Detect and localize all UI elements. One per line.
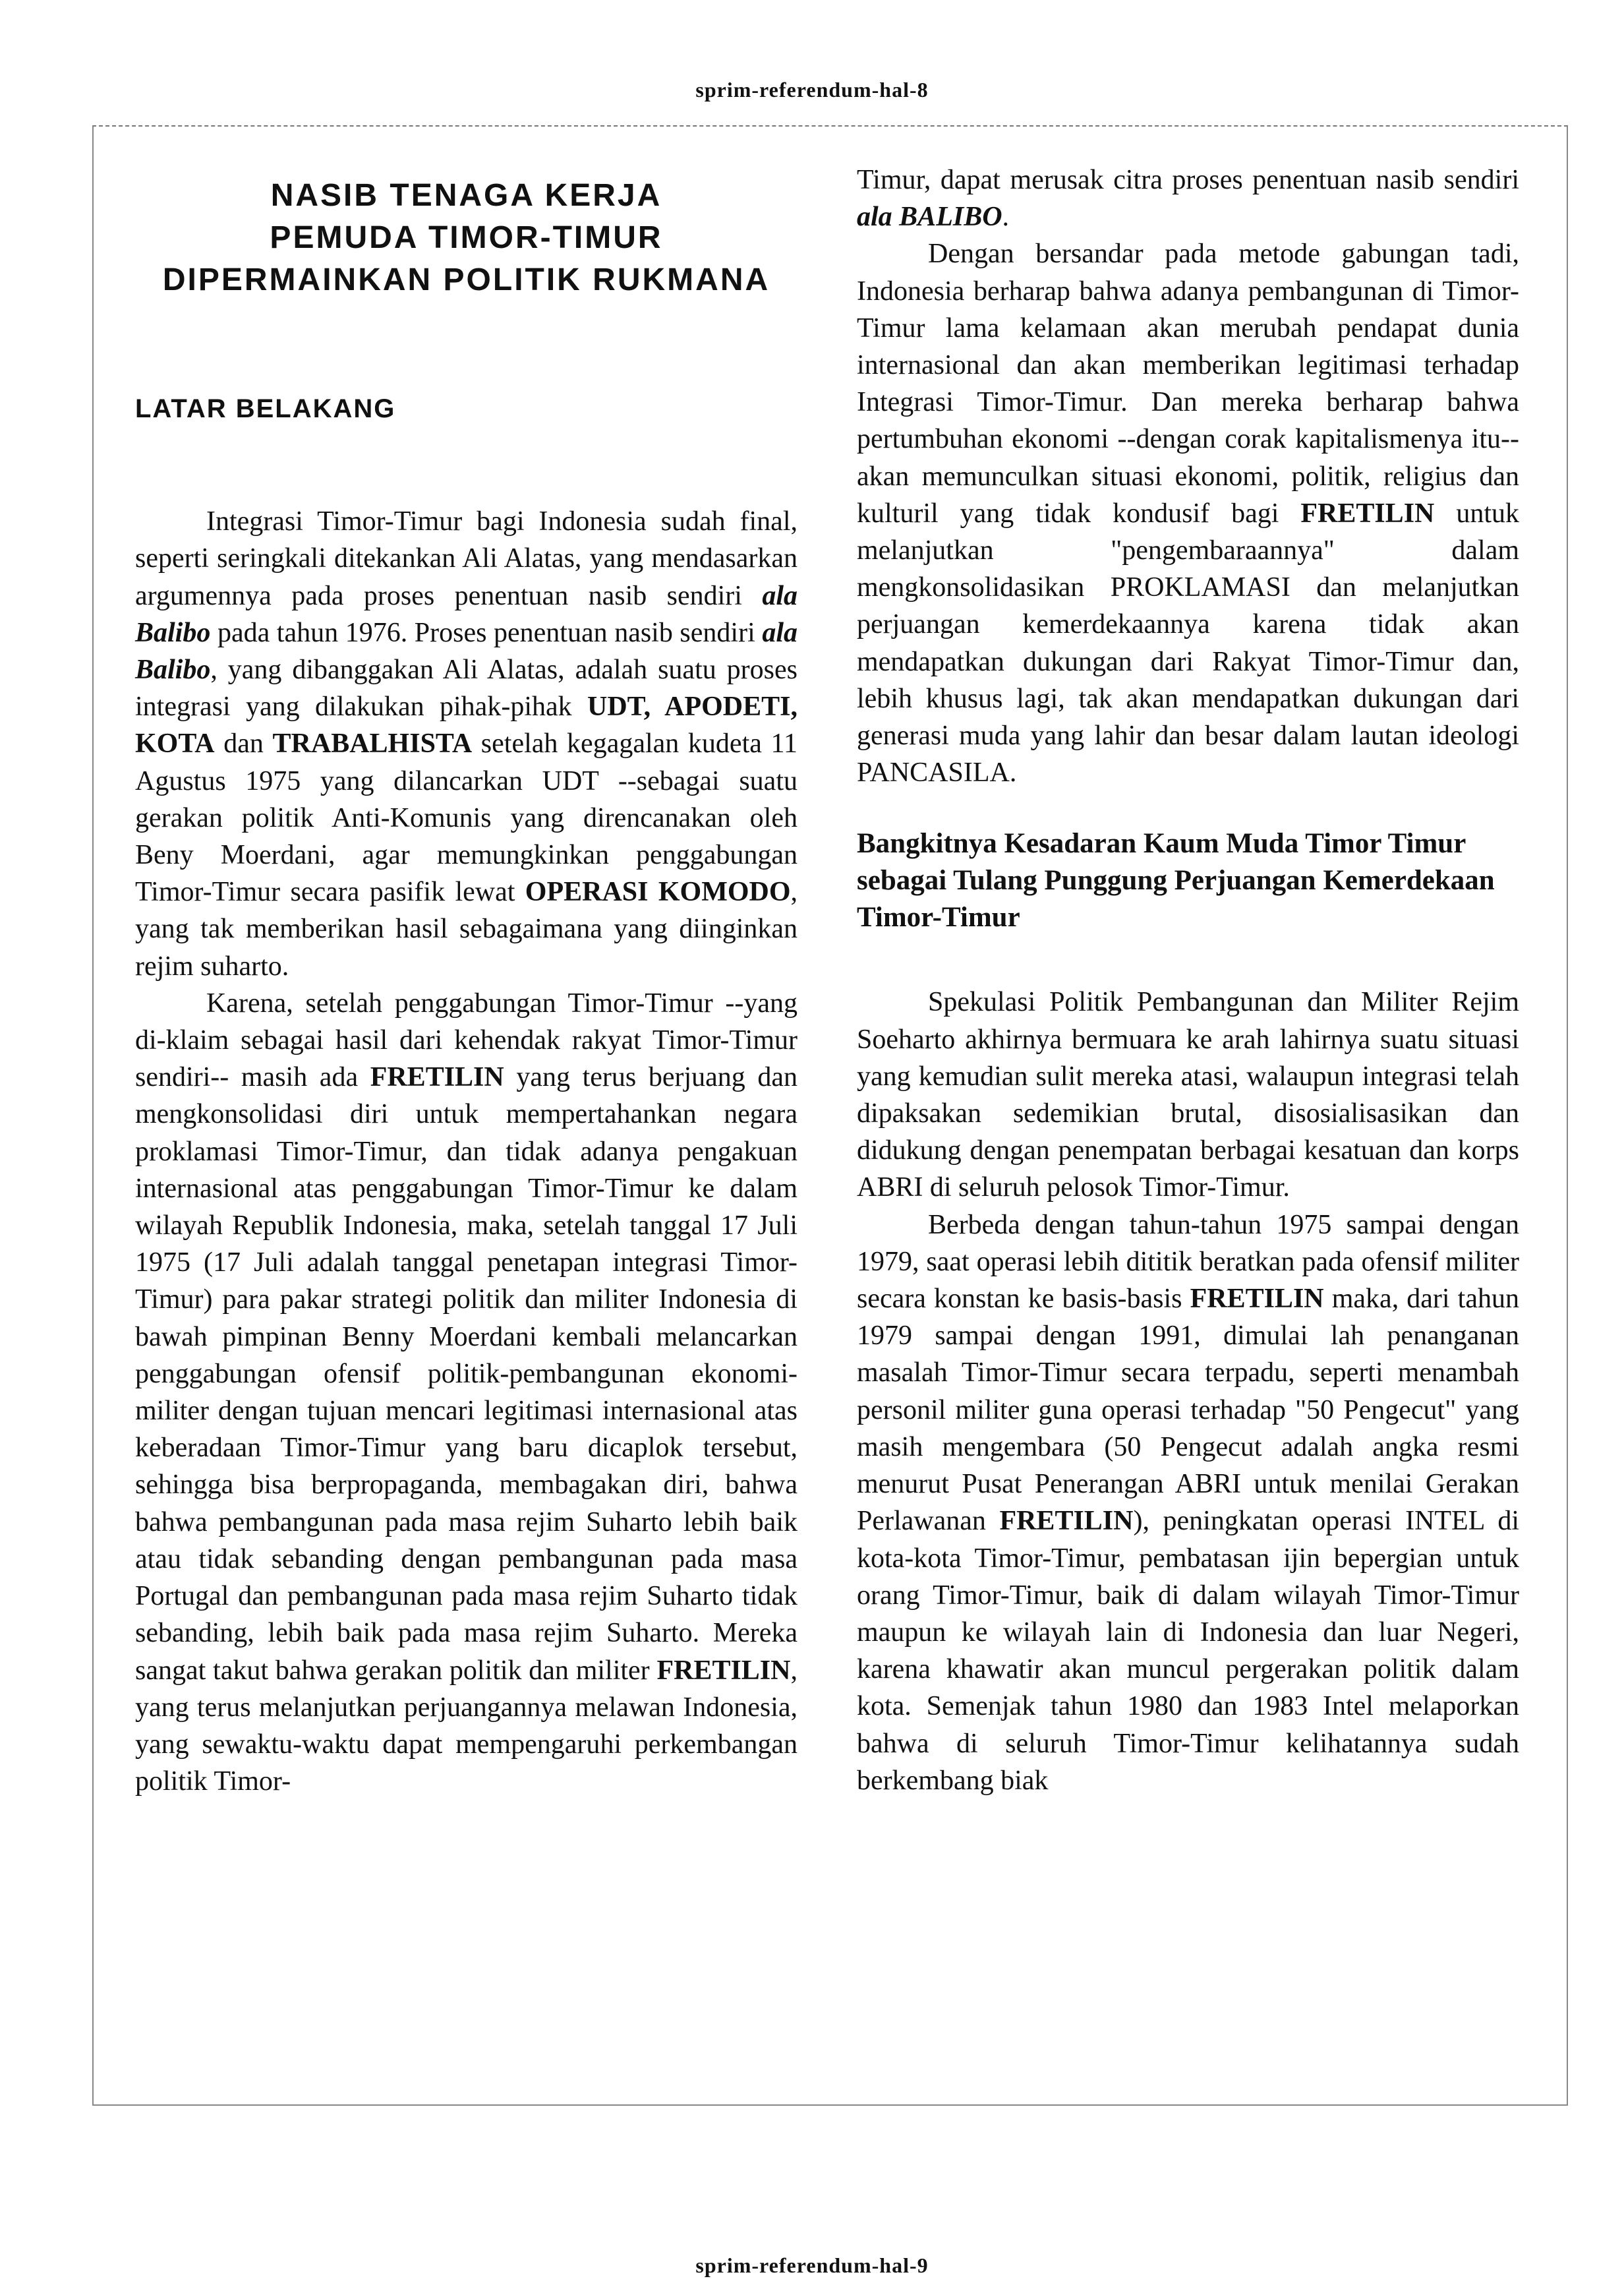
bold-text: FRETILIN <box>1300 498 1435 529</box>
emphasis-text: ala Balibo <box>135 617 798 686</box>
text-run: , yang terus melanjutkan perjuangannya melawan Indonesia, yang sewaktu-waktu dapat mempengaruhi perkembangan politik Timor- <box>135 1655 798 1797</box>
title-line-3: DIPERMAINKAN POLITIK RUKMANA <box>162 262 770 297</box>
bold-text: FRETILIN <box>656 1655 791 1686</box>
text-run: maka, dari tahun 1979 sampai dengan 1991, dimulai lah penanganan masalah Timor-Timur secara terpadu, seperti menambah personil militer guna operasi terhadap "50 Pengecut" yang masih mengembara (50 Pengecut adalah angka resmi menurut Pusat Penerangan ABRI untuk menilai Gerakan Perlawanan <box>857 1284 1519 1537</box>
text-run: , yang dibanggakan Ali Alatas, adalah suatu proses integrasi yang dilakukan pihak-pihak <box>135 655 798 723</box>
article-title <box>135 175 798 301</box>
bold-text: FRETILIN <box>1190 1284 1324 1315</box>
left-paragraph-2 <box>135 985 798 1800</box>
text-run: yang terus berjuang dan mengkonsolidasi diri untuk mempertahankan negara proklamasi Timor-Timur, dan tidak adanya pengakuan internasional atas penggabungan Timor-Timur ke dalam wilayah Republik Indonesia, maka, setelah tanggal 17 Juli 1975 (17 Juli adalah tanggal penetapan integrasi Timor-Timur) para pakar strategi politik dan militer Indonesia di bawah pimpinan Benny Moerdani kembali melancarkan penggabungan ofensif politik-pembangunan ekonomi-militer dengan tujuan mencari legitimasi internasional atas keberadaan Timor-Timur yang baru dicaplok tersebut, sehingga bisa berpropaganda, membagakan diri, bahwa bahwa pembangunan pada masa rejim Suharto lebih baik atau tidak sebanding dengan pembangunan pada masa Portugal dan pembangunan pada masa rejim Suharto tidak sebanding, lebih baik pada masa rejim Suharto. Mereka sangat takut bahwa gerakan politik dan militer <box>135 1062 798 1686</box>
right-paragraph-0 <box>857 162 1519 235</box>
text-run: Berbeda dengan tahun-tahun 1975 sampai dengan 1979, saat operasi lebih dititik beratkan pada ofensif militer secara konstan ke basis-basis <box>857 1209 1519 1315</box>
text-run: Dengan bersandar pada metode gabungan tadi, Indonesia berharap bahwa adanya pembangunan di Timor-Timur lama kelamaan akan merubah pendapat dunia internasional dan akan memberikan legitimasi terhadap Integrasi Timor-Timur. Dan mereka berharap bahwa pertumbuhan ekonomi --dengan corak kapitalismenya itu-- akan memunculkan situasi ekonomi, politik, religius dan kulturil yang tidak kondusif bagi <box>857 239 1519 529</box>
title-line-1: NASIB TENAGA KERJA <box>270 178 662 213</box>
right-paragraph-3 <box>857 1206 1519 1799</box>
title-line-2: PEMUDA TIMOR-TIMUR <box>270 220 663 255</box>
page-footer: sprim-referendum-hal-9 <box>695 2253 929 2277</box>
bold-text: TRABALHISTA <box>272 728 473 759</box>
section-heading: LATAR BELAKANG <box>135 394 396 423</box>
right-paragraph-2: Spekulasi Politik Pembangunan dan Militer Rejim Soeharto akhirnya bermuara ke arah lahirnya suatu situasi yang kemudian sulit mereka atasi, walaupun integrasi telah dipaksakan sedemikian brutal, disosialisasikan dan didukung dengan penempatan berbagai kesatuan dan korps ABRI di seluruh pelosok Timor-Timur. <box>857 987 1519 1203</box>
text-run: ), peningkatan operasi INTEL di kota-kota Timor-Timur, pembatasan ijin bepergian untuk orang Timor-Timur, baik di dalam wilayah Timor-Timur maupun ke wilayah lain di Indonesia dan luar Negeri, karena khawatir akan muncul pergerakan politik dalam kota. Semenjak tahun 1980 dan 1983 Intel melaporkan bahwa di seluruh Timor-Timur kelihatannya sudah berkembang biak <box>857 1506 1519 1796</box>
bold-text: UDT, APODETI, KOTA <box>135 692 798 759</box>
bold-text: FRETILIN <box>370 1062 504 1093</box>
bold-text: FRETILIN <box>999 1506 1134 1537</box>
bold-text: OPERASI KOMODO <box>525 877 791 908</box>
left-paragraph-1 <box>135 503 798 985</box>
emphasis-text: ala BALIBO <box>857 202 1002 233</box>
text-run: Timur, dapat merusak citra proses penentuan nasib sendiri <box>857 165 1519 195</box>
text-run: pada tahun 1976. Proses penentuan nasib sendiri <box>210 617 763 648</box>
text-run: , yang tak memberikan hasil sebagaimana yang diinginkan rejim suharto. <box>135 877 798 982</box>
text-run: dan <box>214 728 273 759</box>
right-paragraph-1 <box>857 235 1519 791</box>
page-header: sprim-referendum-hal-8 <box>695 78 929 102</box>
text-run: untuk melanjutkan "pengembaraannya" dalam mengkonsolidasikan PROKLAMASI dan melanjutkan perjuangan kemerdekaannya karena tidak akan mendapatkan dukungan dari Rakyat Timor-Timur dan, lebih khusus lagi, tak akan mendapatkan dukungan dari generasi muda yang lahir dan besar dalam lautan ideologi PANCASILA. <box>857 498 1520 788</box>
text-run: Integrasi Timor-Timur bagi Indonesia sudah final, seperti seringkali ditekankan Ali Alatas, yang mendasarkan argumennya pada proses penentuan nasib sendiri <box>135 506 798 611</box>
left-column <box>135 162 798 1800</box>
text-run: . <box>1002 202 1010 233</box>
text-run: setelah kegagalan kudeta 11 Agustus 1975 yang dilancarkan UDT --sebagai suatu gerakan politik Anti-Komunis yang direncanakan oleh Beny Moerdani, agar memungkinkan penggabungan Timor-Timur secara pasifik lewat <box>135 728 798 908</box>
subsection-heading: Bangkitnya Kesadaran Kaum Muda Timor Timur sebagai Tulang Punggung Perjuangan Kemerdekaan Timor-Timur <box>857 828 1495 934</box>
emphasis-text: ala Balibo <box>135 580 798 648</box>
right-column <box>857 162 1519 1799</box>
text-run: Karena, setelah penggabungan Timor-Timur --yang di-klaim sebagai hasil dari kehendak rakyat Timor-Timur sendiri-- masih ada <box>135 988 798 1093</box>
